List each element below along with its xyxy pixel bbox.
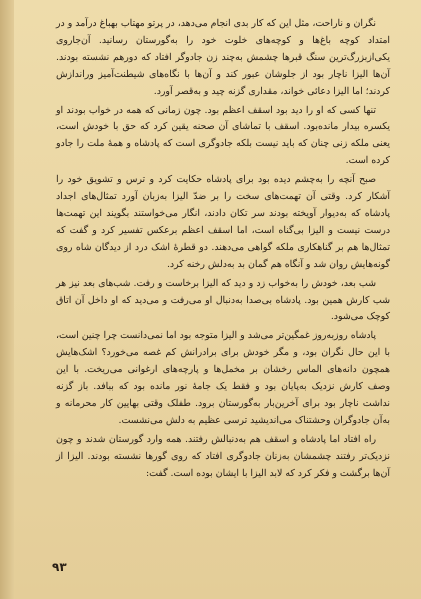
paragraph: پادشاه روزبه‌روز غمگین‌تر می‌شد و الیزا متوجه بود اما نمی‌دانست چرا چنین است، با این حال نگران بود، و مگر خودش برای برادرانش کم غصه می‌خورد؟ اشک‌هایش همچون دانه‌های الماس رخشان بر مخمل‌ها و پارچه‌های ارغوانی می‌ریخت. با این وصف کارش نزدیک به‌پایان بود و فقط یک جامهٔ نور مانده بود که ببافد. باز گزنه نداشت ناچار بود برای آخرین‌بار به‌گورستان برود. طفلک وقتی بهایین کار محرمانه و به‌آن جادوگران وحشتناک می‌اندیشید ترسی عظیم به دلش می‌نشست.: [56, 330, 390, 426]
page-number: ۹۳: [52, 560, 67, 574]
paragraph: راه افتاد اما پادشاه و اسقف هم به‌دنبالش رفتند. همه وارد گورستان شدند و چون نزدیک‌تر رفتند چشمشان به‌زنان جادوگری افتاد که روی گورها نشسته بودند. الیزا از آن‌ها برگشت و فکر کرد که لابد الیزا با ایشان بوده است. گفت:: [56, 433, 390, 479]
paragraph: تنها کسی که او را دید بود اسقف اعظم بود. چون زمانی که همه در خواب بودند او یکسره بیدار مانده‌بود. اسقف با تماشای آن صحنه یقین کرد که حق با خودش است، یعنی ملکه زنی چنان که باید نیست بلکه جادوگری است که پادشاه و همهٔ ملت را جادو کرده است.: [56, 104, 390, 167]
page-binding-edge: [0, 0, 14, 599]
body-text: [56, 16, 390, 484]
paragraph: نگران و ناراحت، مثل این که کار بدی انجام می‌دهد، در پرتو مهتاب بهباغ درآمد و در امتداد کوچه باغ‌ها و کوچه‌های خلوت خود را به‌گورستان رسانید. آن‌جاروی یکی‌ازبزرگ‌ترین سنگ قبرها چشمش به‌چند زن جادوگر افتاد که دورهم نشسته بودند. آن‌ها الیزا ناچار بود از جلوشان عبور کند و آن‌ها با نگاه‌های شیطنت‌آمیز وراندازش کردند؛ اما الیزا دعائی خواند، مقداری گزنه چید و به‌قصر آورد.: [56, 18, 390, 97]
paragraph: شب بعد، خودش را به‌خواب زد و دید که الیزا برخاست و رفت. شب‌های بعد نیز هر شب کارش همین بود. پادشاه بی‌صدا به‌دنبال او می‌رفت و می‌دید که او داخل آن اتاق کوچک می‌شود.: [56, 277, 390, 323]
paragraph: صبح آنچه را به‌چشم دیده بود برای پادشاه حکایت کرد و ترس و تشویق خود را آشکار کرد. وقتی آن تهمت‌های سخت را بر ضدّ الیزا به‌زبان آورد تمثال‌های اجداد پادشاه که به‌دیوار آویخته بودند سر تکان دادند، انگار می‌خواستند بگویند این تهمت‌ها درست نیست و الیزا بی‌گناه است، اما اسقف اعظم برعکس تفسیر کرد و گفت که تمثال‌ها هم بر گناهکاری ملکه گواهی می‌دهند. دو قطرهٔ اشک درد از دیدگان شاه روی گونه‌هایش روان شد و آنگاه هم گمان بد به‌دلش رخنه کرد.: [56, 174, 390, 270]
